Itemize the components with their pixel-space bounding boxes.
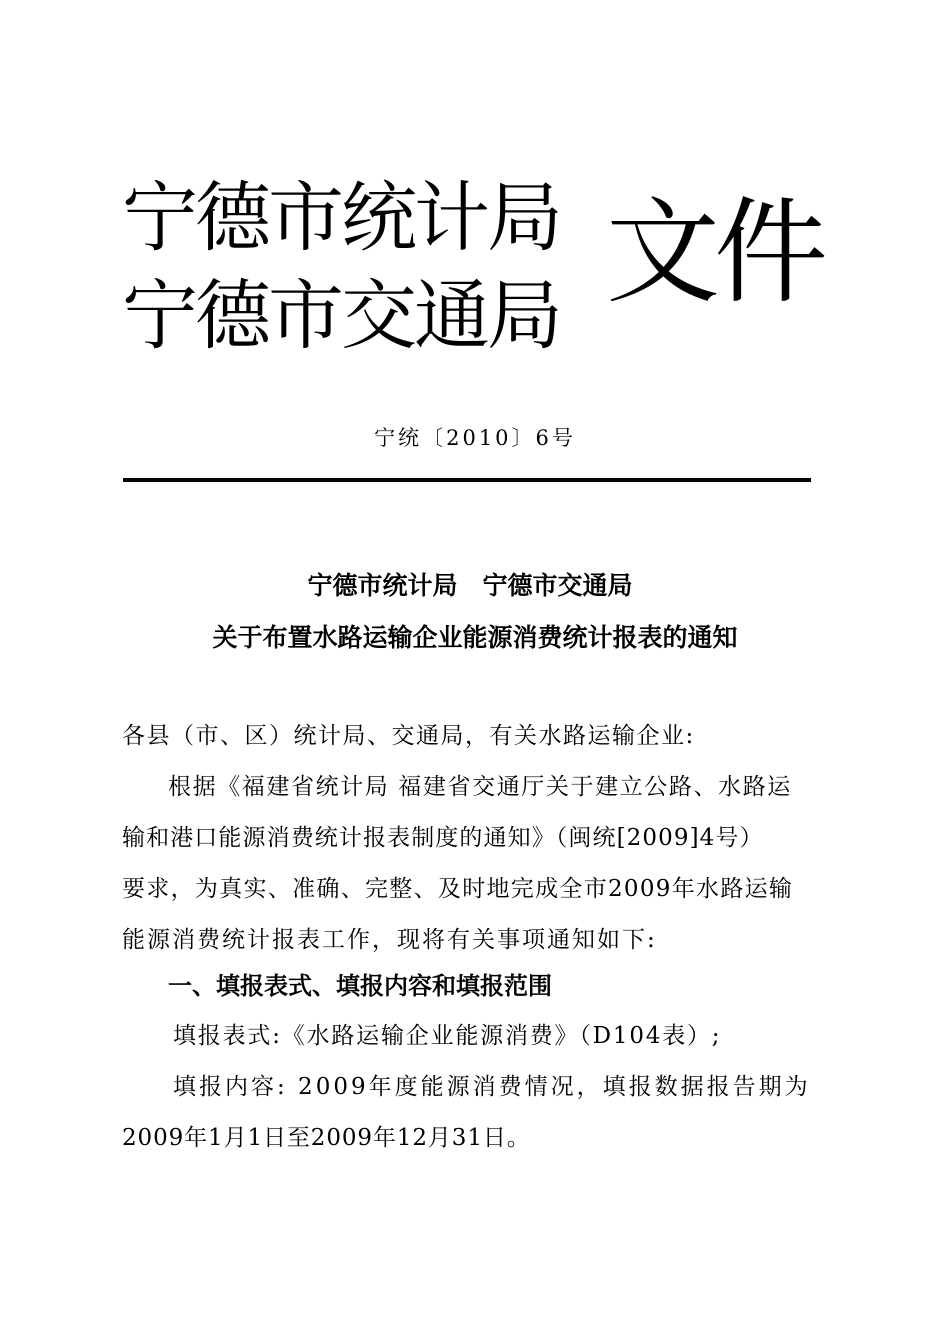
paragraph-line: 根据《福建省统计局 福建省交通厅关于建立公路、水路运 xyxy=(168,774,792,800)
issuer-name-transport-bureau: 宁德市交通局 xyxy=(122,271,560,360)
notice-title-subject: 关于布置水路运输企业能源消费统计报表的通知 xyxy=(212,623,738,652)
paragraph-line: 能源消费统计报表工作，现将有关事项通知如下: xyxy=(122,927,657,953)
section-heading: 一、填报表式、填报内容和填报范围 xyxy=(168,972,552,1000)
notice-title-issuers: 宁德市统计局 宁德市交通局 xyxy=(307,571,633,600)
issuer-name-statistics-bureau: 宁德市统计局 xyxy=(122,173,560,262)
paragraph-line: 要求，为真实、准确、完整、及时地完成全市2009年水路运输 xyxy=(122,876,794,902)
recipients-line: 各县（市、区）统计局、交通局，有关水路运输企业: xyxy=(122,723,695,749)
paragraph-line: 输和港口能源消费统计报表制度的通知》（闽统[2009]4号） xyxy=(122,825,764,851)
content-line: 填报内容: 2009年度能源消费情况，填报数据报告期为 xyxy=(173,1074,811,1100)
content-line: 2009年1月1日至2009年12月31日。 xyxy=(122,1125,531,1151)
document-number: 宁统〔2010〕6号 xyxy=(374,426,576,450)
letterhead-divider xyxy=(123,478,811,482)
document-label: 文件 xyxy=(606,186,823,319)
form-type-line: 填报表式:《水路运输企业能源消费》（D104表）; xyxy=(173,1023,722,1049)
